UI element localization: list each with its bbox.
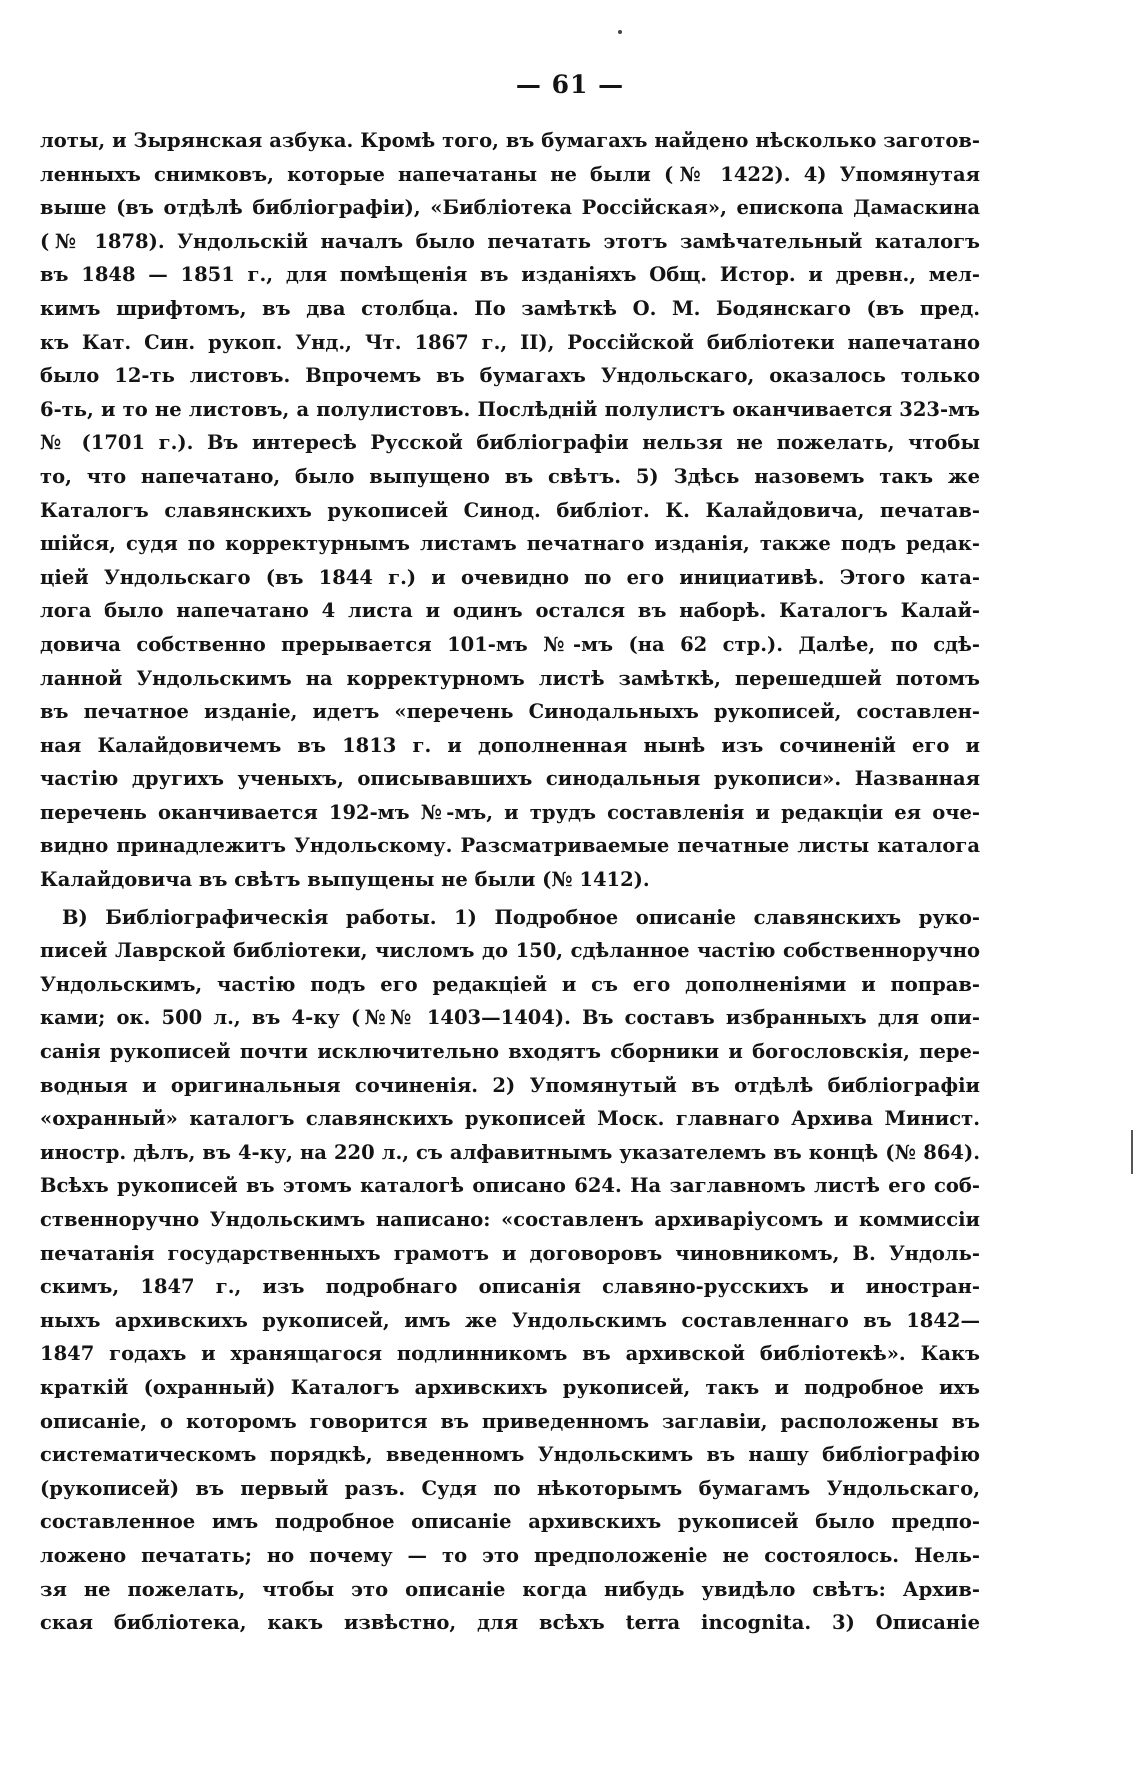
text-line: санія рукописей почти исключительно входятъ сборники и богословскія, пере- xyxy=(40,1040,980,1064)
text-line: (рукописей) въ первый разъ. Судя по нѣкоторымъ бумагамъ Ундольскаго, xyxy=(40,1476,980,1500)
text-line: зя не пожелать, чтобы это описаніе когда нибудь увидѣло свѣтъ: Архив- xyxy=(40,1577,980,1601)
text-line: описаніе, о которомъ говорится въ приведенномъ заглавіи, расположены въ xyxy=(40,1409,980,1433)
scan-edge-mark xyxy=(1131,1130,1133,1174)
text-line: перечень оканчивается 192-мъ №-мъ, и трудъ составленія и редакціи ея оче- xyxy=(40,800,980,824)
text-line: ная Калайдовичемъ въ 1813 г. и дополненная нынѣ изъ сочиненій его и xyxy=(40,733,980,757)
text-line: систематическомъ порядкѣ, введенномъ Ундольскимъ въ нашу библіографію xyxy=(40,1443,980,1467)
text-line: въ печатное изданіе, идетъ «перечень Синодальныхъ рукописей, составлен- xyxy=(40,700,980,724)
text-line: было 12-ть листовъ. Впрочемъ въ бумагахъ Ундольскаго, оказалось только xyxy=(40,364,980,388)
text-line: составленное имъ подробное описаніе архивскихъ рукописей было предпо- xyxy=(40,1510,980,1534)
text-line: № (1701 г.). Въ интересѣ Русской библіографіи нельзя не пожелать, чтобы xyxy=(40,431,980,455)
text-line: лога было напечатано 4 листа и одинъ остался въ наборѣ. Каталогъ Калай- xyxy=(40,599,980,623)
text-line: ланной Ундольскимъ на корректурномъ листѣ замѣткѣ, перешедшей потомъ xyxy=(40,666,980,690)
text-line: лоты, и Зырянская азбука. Кромѣ того, въ бумагахъ найдено нѣсколько заготов- xyxy=(40,129,980,152)
text-line: краткій (охранный) Каталогъ архивскихъ рукописей, такъ и подробное ихъ xyxy=(40,1375,980,1399)
body-text xyxy=(40,124,980,1640)
text-line: иностр. дѣлъ, въ 4-ку, на 220 л., съ алфавитнымъ указателемъ въ концѣ (№ 864). xyxy=(40,1140,980,1164)
text-line: ложено печатать; но почему — то это предположеніе не состоялось. Нель- xyxy=(40,1543,980,1567)
text-line: шійся, судя по корректурнымъ листамъ печатнаго изданія, также подъ редак- xyxy=(40,532,980,556)
text-line: кимъ шрифтомъ, въ два столбца. По замѣткѣ О. М. Бодянскаго (въ пред. xyxy=(40,296,980,320)
text-line: ленныхъ снимковъ, которые напечатаны не были (№ 1422). 4) Упомянутая xyxy=(40,162,980,186)
text-line: въ 1848 — 1851 г., для помѣщенія въ изданіяхъ Общ. Истор. и древн., мел- xyxy=(40,263,980,287)
text-line: къ Кат. Син. рукоп. Унд., Чт. 1867 г., II), Россійской библіотеки напечатано xyxy=(40,330,980,354)
text-line: частію другихъ ученыхъ, описывавшихъ синодальныя рукописи». Названная xyxy=(40,767,980,791)
text-line: видно принадлежитъ Ундольскому. Разсматриваемые печатные листы каталога xyxy=(40,834,980,858)
text-line: В) Библіографическія работы. 1) Подробное описаніе славянскихъ руко- xyxy=(62,905,980,929)
text-line: ственноручно Ундольскимъ написано: «составленъ архиваріусомъ и коммиссіи xyxy=(40,1208,980,1231)
text-line: (№ 1878). Ундольскій началъ было печатать этотъ замѣчательный каталогъ xyxy=(40,229,980,253)
text-line: 1847 годахъ и хранящагося подлинникомъ въ архивской библіотекѣ». Какъ xyxy=(40,1342,980,1366)
text-line: ціей Ундольскаго (въ 1844 г.) и очевидно по его инициативѣ. Этого ката- xyxy=(40,565,980,589)
text-line: «охранный» каталогъ славянскихъ рукописей Моск. главнаго Архива Минист. xyxy=(40,1107,980,1131)
text-line: Всѣхъ рукописей въ этомъ каталогѣ описано 624. На заглавномъ листѣ его соб- xyxy=(40,1174,980,1198)
paragraph-1 xyxy=(40,124,980,897)
text-line: писей Лаврской библіотеки, числомъ до 150, сдѣланное частію собственноручно xyxy=(40,939,980,963)
paragraph-2 xyxy=(40,901,980,1640)
text-line: 6-ть, и то не листовъ, а полулистовъ. Послѣдній полулистъ оканчивается 323-мъ xyxy=(40,397,980,421)
page-number: — 61 — xyxy=(515,70,625,99)
text-line: Калайдовича въ свѣтъ выпущены не были (№ 1412). xyxy=(40,868,650,892)
text-line: Каталогъ славянскихъ рукописей Синод. библіот. К. Калайдовича, печатав- xyxy=(40,498,980,522)
print-speck xyxy=(618,30,622,34)
text-line: то, что напечатано, было выпущено въ свѣтъ. 5) Здѣсь назовемъ такъ же xyxy=(40,464,980,488)
text-line: ками; ок. 500 л., въ 4-ку (№№ 1403—1404). Въ составъ избранныхъ для опи- xyxy=(40,1006,980,1030)
text-line: ская библіотека, какъ извѣстно, для всѣхъ terra incognita. 3) Описаніе xyxy=(40,1611,980,1635)
text-line: скимъ, 1847 г., изъ подробнаго описанія славяно-русскихъ и иностран- xyxy=(40,1275,980,1299)
text-line: водныя и оригинальныя сочиненія. 2) Упомянутый въ отдѣлѣ библіографіи xyxy=(40,1073,980,1097)
text-line: печатанія государственныхъ грамотъ и договоровъ чиновникомъ, В. Ундоль- xyxy=(40,1241,980,1265)
text-line: Ундольскимъ, частію подъ его редакціей и съ его дополненіями и поправ- xyxy=(40,972,980,996)
text-line: довича собственно прерывается 101-мъ №-мъ (на 62 стр.). Далѣе, по сдѣ- xyxy=(40,632,980,656)
text-line: ныхъ архивскихъ рукописей, имъ же Ундольскимъ составленнаго въ 1842— xyxy=(40,1308,980,1332)
text-line: выше (въ отдѣлѣ библіографіи), «Библіотека Россійская», епископа Дамаскина xyxy=(40,196,980,220)
